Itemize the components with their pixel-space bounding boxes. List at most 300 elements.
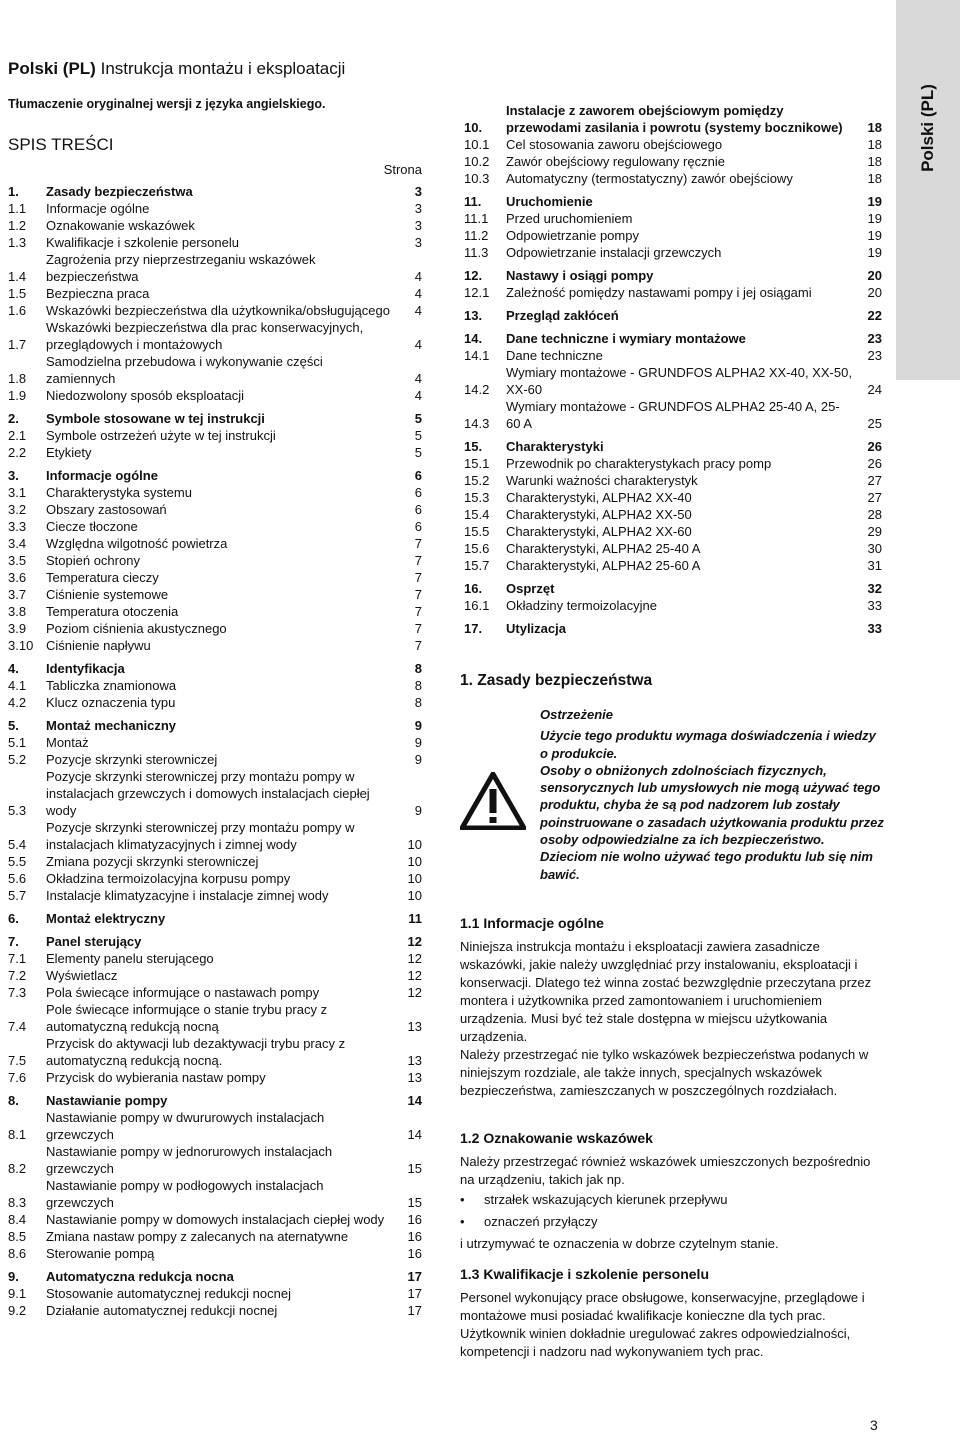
- toc-entry[interactable]: [464, 210, 882, 227]
- list-item-text: strzałek wskazujących kierunek przepływu: [484, 1192, 728, 1207]
- toc-entry[interactable]: [8, 694, 422, 711]
- toc-entry-page: 33: [867, 598, 882, 613]
- toc-entry-number: 8.2: [8, 1161, 27, 1176]
- toc-entry-number: 13.: [464, 308, 483, 323]
- toc-entry-page: 4: [414, 286, 422, 301]
- toc-entry-title: Automatyczny (termostatyczny) zawór obejściowy: [506, 171, 793, 186]
- toc-entry-title: Panel sterujący: [46, 934, 142, 949]
- toc-entry-number: 12.1: [464, 285, 490, 300]
- toc-entry-page: 6: [414, 485, 422, 500]
- toc-entry[interactable]: [464, 307, 882, 324]
- toc-entry-page: 16: [407, 1229, 422, 1244]
- toc-entry-page: 8: [414, 661, 422, 676]
- warning-line: Użycie tego produktu wymaga doświadczenia i wiedzy o produkcie.: [540, 728, 876, 761]
- toc-entry-title: Odpowietrzanie instalacji grzewczych: [506, 245, 722, 260]
- toc-entry-page: 25: [867, 416, 882, 431]
- toc-entry-title: Temperatura otoczenia: [46, 604, 179, 619]
- toc-entry-number: 1.2: [8, 218, 27, 233]
- toc-entry[interactable]: [464, 472, 882, 489]
- toc-entry[interactable]: [8, 200, 422, 217]
- toc-page-column-label: Strona: [383, 162, 422, 177]
- warning-line: Osoby o obniżonych zdolnościach fizycznych, sensorycznych lub umysłowych nie mogą używać tego produktu, chyba że są pod nadzorem lub zostały poinstruowane o zasadach użytkowania produktu przez osoby odpowiedzialne za ich bezpieczeństwo.: [540, 762, 884, 848]
- toc-entry-number: 16.1: [464, 598, 490, 613]
- toc-entry[interactable]: [8, 603, 422, 620]
- toc-entry-title: Dane techniczne: [506, 348, 603, 363]
- toc-entry[interactable]: [464, 438, 882, 455]
- toc-entry[interactable]: [464, 227, 882, 244]
- toc-entry-page: 29: [867, 524, 882, 539]
- toc-entry[interactable]: [8, 251, 422, 285]
- document-title-text: Instrukcja montażu i eksploatacji: [100, 59, 346, 78]
- toc-entry[interactable]: [8, 734, 422, 751]
- toc-entry[interactable]: [8, 518, 422, 535]
- toc-entry-page: 14: [407, 1093, 422, 1108]
- toc-entry[interactable]: [8, 302, 422, 319]
- toc-entry-page: 17: [407, 1303, 422, 1318]
- section-1-1-paragraph-1: Niniejsza instrukcja montażu i eksploatacji zawiera zasadnicze wskazówki, jakie należy uwzględniać przy instalowaniu, eksploatacji i konserwacji. Dlatego też winna zostać bezwzględnie przeczytana przez montera i użytkownika przed zamontowaniem i uruchomieniem urządzenia. Musi być też stale dostępna w miejscu użytkowania urządzenia.: [460, 939, 872, 1044]
- toc-entry-title: Informacje ogólne: [46, 468, 158, 483]
- toc-entry-title: Symbole stosowane w tej instrukcji: [46, 411, 265, 426]
- toc-entry[interactable]: [8, 768, 422, 819]
- toc-entry-title: Przycisk do aktywacji lub dezaktywacji trybu pracy z automatyczną redukcją nocną.: [46, 1036, 346, 1068]
- toc-entry-number: 7.6: [8, 1070, 27, 1085]
- toc-entry[interactable]: [8, 1177, 422, 1211]
- toc-entry-page: 3: [414, 235, 422, 250]
- toc-entry-page: 24: [867, 382, 882, 397]
- toc-entry-page: 7: [414, 604, 422, 619]
- toc-entry-number: 3.8: [8, 604, 27, 619]
- list-item: • strzałek wskazujących kierunek przepływu: [460, 1189, 884, 1211]
- toc-entry-page: 12: [407, 934, 422, 949]
- list-item-text: oznaczeń przyłączy: [484, 1214, 598, 1229]
- section-1-2-paragraph-2: i utrzymywać te oznaczenia w dobrze czytelnym stanie.: [460, 1236, 779, 1251]
- toc-entry-number: 7.1: [8, 951, 27, 966]
- toc-entry-number: 11.3: [464, 245, 489, 260]
- page-number: 3: [870, 1417, 878, 1433]
- toc-entry[interactable]: [8, 285, 422, 302]
- toc-entry-number: 3.7: [8, 587, 27, 602]
- toc-entry-title: Wymiary montażowe - GRUNDFOS ALPHA2 XX-40, XX-50, XX-60: [506, 365, 852, 397]
- toc-entry-page: 23: [867, 331, 882, 346]
- toc-entry[interactable]: [8, 967, 422, 984]
- toc-entry-number: 7.5: [8, 1053, 27, 1068]
- toc-entry-number: 8.5: [8, 1229, 27, 1244]
- toc-entry-number: 10.3: [464, 171, 490, 186]
- toc-entry-page: 7: [414, 570, 422, 585]
- toc-entry-number: 15.3: [464, 490, 490, 505]
- toc-entry-title: Montaż elektryczny: [46, 911, 166, 926]
- toc-entry[interactable]: [464, 170, 882, 187]
- toc-entry-title: Charakterystyki, ALPHA2 XX-60: [506, 524, 692, 539]
- toc-entry-title: Wskazówki bezpieczeństwa dla użytkownika/obsługującego: [46, 303, 390, 318]
- toc-entry-page: 10: [407, 837, 422, 852]
- toc-entry-number: 5.4: [8, 837, 27, 852]
- toc-entry-number: 1.3: [8, 235, 27, 250]
- toc-entry-title: Stosowanie automatycznej redukcji nocnej: [46, 1286, 291, 1301]
- toc-entry[interactable]: [8, 1143, 422, 1177]
- toc-entry-page: 30: [867, 541, 882, 556]
- toc-entry[interactable]: [8, 751, 422, 768]
- toc-entry[interactable]: [8, 410, 422, 427]
- toc-entry-number: 9.1: [8, 1286, 27, 1301]
- toc-entry-page: 17: [407, 1269, 422, 1284]
- toc-entry[interactable]: [464, 193, 882, 210]
- toc-entry-title: Tabliczka znamionowa: [46, 678, 177, 693]
- toc-entry-page: 19: [867, 194, 882, 209]
- toc-entry-title: Przed uruchomieniem: [506, 211, 633, 226]
- toc-entry-title: Ciśnienie napływu: [46, 638, 151, 653]
- warning-triangle-icon: [460, 772, 526, 830]
- toc-entry[interactable]: [8, 1268, 422, 1285]
- toc-entry-number: 15.6: [464, 541, 490, 556]
- toc-entry-title: Zawór obejściowy regulowany ręcznie: [506, 154, 725, 169]
- toc-entry-title: Instalacje z zaworem obejściowym pomiędzy przewodami zasilania i powrotu (systemy bocznikowe): [506, 103, 843, 135]
- toc-entry[interactable]: [464, 398, 882, 432]
- section-1-1-paragraph-2: Należy przestrzegać nie tylko wskazówek bezpieczeństwa podanych w niniejszym rozdziale, ale także innych, specjalnych wskazówek bezpieczeństwa, zamieszczanych w poszczególnych rozdziałach.: [460, 1047, 869, 1098]
- toc-entry-title: Nastawianie pompy w jednorurowych instalacjach grzewczych: [46, 1144, 333, 1176]
- toc-entry-title: Poziom ciśnienia akustycznego: [46, 621, 227, 636]
- toc-entry-page: 3: [414, 184, 422, 199]
- language-side-tab: [896, 0, 960, 380]
- toc-entry[interactable]: [8, 427, 422, 444]
- toc-entry-page: 3: [414, 201, 422, 216]
- toc-right-column: [464, 102, 882, 637]
- toc-entry-page: 7: [414, 621, 422, 636]
- toc-entry[interactable]: [8, 467, 422, 484]
- toc-entry-title: Osprzęt: [506, 581, 555, 596]
- toc-entry-number: 1.5: [8, 286, 27, 301]
- toc-entry-title: Charakterystyka systemu: [46, 485, 192, 500]
- toc-entry[interactable]: [8, 484, 422, 501]
- toc-entry-page: 14: [407, 1127, 422, 1142]
- toc-entry[interactable]: [464, 347, 882, 364]
- toc-entry-page: 13: [407, 1019, 422, 1034]
- toc-entry-title: Pozycje skrzynki sterowniczej przy montażu pompy w instalacjach klimatyzacyjnych i zimnej wody: [46, 820, 355, 852]
- toc-entry-page: 18: [867, 120, 882, 135]
- toc-entry-page: 17: [407, 1286, 422, 1301]
- toc-entry[interactable]: [464, 523, 882, 540]
- toc-entry-page: 11: [408, 911, 422, 926]
- toc-entry-number: 3.1: [8, 485, 27, 500]
- toc-entry-page: 8: [414, 678, 422, 693]
- section-1-3-paragraph-1: Personel wykonujący prace obsługowe, konserwacyjne, przeglądowe i montażowe musi posiadać kwalifikacje konieczne dla tych prac. Użytkownik winien dokładnie uregulować zakres odpowiedzialności, kompetencji i nadzoru nad wykonywaniem tych prac.: [460, 1290, 865, 1359]
- toc-entry-page: 9: [414, 718, 422, 733]
- toc-entry-page: 6: [414, 468, 422, 483]
- toc-entry[interactable]: [8, 1069, 422, 1086]
- toc-entry[interactable]: [8, 552, 422, 569]
- toc-entry-title: Oznakowanie wskazówek: [46, 218, 195, 233]
- toc-entry-page: 20: [867, 285, 882, 300]
- toc-entry-title: Stopień ochrony: [46, 553, 140, 568]
- toc-entry-number: 7.2: [8, 968, 27, 983]
- toc-entry-title: Okładzina termoizolacyjna korpusu pompy: [46, 871, 291, 886]
- toc-entry-title: Bezpieczna praca: [46, 286, 150, 301]
- toc-entry[interactable]: [8, 501, 422, 518]
- toc-entry[interactable]: [464, 136, 882, 153]
- toc-entry[interactable]: [8, 984, 422, 1001]
- toc-entry-title: Przycisk do wybierania nastaw pompy: [46, 1070, 266, 1085]
- toc-entry[interactable]: [464, 557, 882, 574]
- toc-entry-number: 14.: [464, 331, 483, 346]
- toc-entry[interactable]: [8, 887, 422, 904]
- toc-entry-page: 32: [867, 581, 882, 596]
- toc-entry-number: 1.6: [8, 303, 27, 318]
- toc-entry[interactable]: [8, 853, 422, 870]
- toc-entry[interactable]: [8, 586, 422, 603]
- toc-entry-page: 7: [414, 536, 422, 551]
- toc-entry-title: Uruchomienie: [506, 194, 593, 209]
- toc-entry-page: 6: [414, 519, 422, 534]
- toc-entry-title: Pozycje skrzynki sterowniczej: [46, 752, 218, 767]
- toc-entry[interactable]: [8, 387, 422, 404]
- toc-entry-number: 14.2: [464, 382, 490, 397]
- toc-entry-number: 11.2: [464, 228, 489, 243]
- toc-title: SPIS TREŚCI: [8, 135, 114, 154]
- toc-entry-title: Nastawianie pompy: [46, 1093, 168, 1108]
- section-1-2-bullets: [460, 1189, 884, 1233]
- toc-entry-title: Klucz oznaczenia typu: [46, 695, 176, 710]
- toc-entry[interactable]: [464, 267, 882, 284]
- toc-entry[interactable]: [8, 933, 422, 950]
- toc-entry-page: 6: [414, 502, 422, 517]
- toc-entry[interactable]: [8, 637, 422, 654]
- toc-entry[interactable]: [8, 444, 422, 461]
- toc-entry-page: 27: [867, 490, 882, 505]
- toc-entry-page: 16: [407, 1212, 422, 1227]
- toc-entry-number: 3.2: [8, 502, 27, 517]
- toc-entry[interactable]: [8, 1001, 422, 1035]
- toc-entry-title: Etykiety: [46, 445, 92, 460]
- toc-entry-number: 8.: [8, 1093, 19, 1108]
- toc-entry-title: Względna wilgotność powietrza: [46, 536, 228, 551]
- toc-entry-title: Kwalifikacje i szkolenie personelu: [46, 235, 239, 250]
- toc-entry-page: 4: [414, 337, 422, 352]
- warning-title: Ostrzeżenie: [540, 707, 613, 722]
- toc-entry-page: 5: [414, 411, 422, 426]
- warning-text: [540, 706, 884, 883]
- toc-entry[interactable]: [464, 284, 882, 301]
- toc-entry[interactable]: [8, 870, 422, 887]
- toc-entry[interactable]: [8, 1211, 422, 1228]
- toc-entry[interactable]: [464, 489, 882, 506]
- toc-entry-page: 15: [407, 1195, 422, 1210]
- section-1-3-heading: 1.3 Kwalifikacje i szkolenie personelu: [460, 1266, 709, 1282]
- toc-entry-title: Przegląd zakłóceń: [506, 308, 619, 323]
- toc-entry-number: 15.5: [464, 524, 490, 539]
- toc-entry-number: 1.8: [8, 371, 27, 386]
- toc-entry[interactable]: [464, 330, 882, 347]
- toc-entry-page: 33: [867, 621, 882, 636]
- toc-entry-number: 1.1: [8, 201, 27, 216]
- toc-entry-title: Odpowietrzanie pompy: [506, 228, 639, 243]
- toc-entry-page: 18: [867, 137, 882, 152]
- toc-entry-page: 26: [867, 456, 882, 471]
- toc-entry-title: Wyświetlacz: [46, 968, 118, 983]
- toc-entry-title: Wskazówki bezpieczeństwa dla prac konserwacyjnych, przeglądowych i montażowych: [46, 320, 364, 352]
- toc-entry-title: Informacje ogólne: [46, 201, 150, 216]
- toc-entry-number: 10.2: [464, 154, 490, 169]
- toc-entry-number: 4.: [8, 661, 19, 676]
- translation-note: Tłumaczenie oryginalnej wersji z języka angielskiego.: [8, 97, 326, 111]
- toc-entry[interactable]: [8, 620, 422, 637]
- toc-entry-number: 7.4: [8, 1019, 27, 1034]
- toc-entry-title: Instalacje klimatyzacyjne i instalacje zimnej wody: [46, 888, 329, 903]
- toc-entry-number: 1.9: [8, 388, 27, 403]
- toc-entry-number: 9.: [8, 1269, 19, 1284]
- toc-entry-title: Cel stosowania zaworu obejściowego: [506, 137, 723, 152]
- toc-entry-title: Niedozwolony sposób eksploatacji: [46, 388, 245, 403]
- toc-entry-number: 3.4: [8, 536, 27, 551]
- toc-entry-title: Ciecze tłoczone: [46, 519, 138, 534]
- toc-entry-page: 13: [407, 1053, 422, 1068]
- toc-entry-number: 15.4: [464, 507, 490, 522]
- section-1-2-heading: 1.2 Oznakowanie wskazówek: [460, 1130, 653, 1146]
- section-1-heading: 1. Zasady bezpieczeństwa: [460, 672, 653, 689]
- toc-entry[interactable]: [464, 597, 882, 614]
- toc-entry[interactable]: [464, 540, 882, 557]
- toc-entry[interactable]: [8, 1285, 422, 1302]
- toc-entry[interactable]: [8, 950, 422, 967]
- toc-left-column: [8, 183, 422, 1319]
- toc-entry[interactable]: [8, 319, 422, 353]
- toc-entry-number: 4.2: [8, 695, 27, 710]
- toc-entry-number: 3.: [8, 468, 19, 483]
- warning-box: [460, 706, 884, 906]
- toc-entry-page: 3: [414, 218, 422, 233]
- toc-entry-page: 4: [414, 371, 422, 386]
- toc-entry-number: 1.7: [8, 337, 27, 352]
- toc-entry[interactable]: [8, 234, 422, 251]
- toc-entry[interactable]: [464, 364, 882, 398]
- toc-entry[interactable]: [8, 1092, 422, 1109]
- toc-entry-page: 12: [407, 951, 422, 966]
- toc-entry-number: 5.2: [8, 752, 27, 767]
- toc-entry-title: Pola świecące informujące o nastawach pompy: [46, 985, 320, 1000]
- language-side-tab-label: Polski (PL): [918, 84, 937, 172]
- toc-entry-number: 7.: [8, 934, 19, 949]
- toc-entry-number: 5.5: [8, 854, 27, 869]
- toc-entry-page: 12: [407, 985, 422, 1000]
- toc-entry-title: Temperatura cieczy: [46, 570, 159, 585]
- toc-entry-number: 8.4: [8, 1212, 27, 1227]
- toc-entry-number: 8.1: [8, 1127, 27, 1142]
- toc-entry-title: Identyfikacja: [46, 661, 125, 676]
- toc-entry-page: 5: [414, 428, 422, 443]
- toc-entry[interactable]: [8, 217, 422, 234]
- section-1-1-heading: 1.1 Informacje ogólne: [460, 915, 604, 931]
- toc-entry[interactable]: [8, 660, 422, 677]
- toc-entry-title: Zasady bezpieczeństwa: [46, 184, 193, 199]
- toc-entry-page: 22: [867, 308, 882, 323]
- toc-entry-page: 27: [867, 473, 882, 488]
- toc-entry-title: Charakterystyki, ALPHA2 25-60 A: [506, 558, 701, 573]
- toc-entry[interactable]: [8, 353, 422, 387]
- toc-entry[interactable]: [8, 1302, 422, 1319]
- toc-entry-number: 17.: [464, 621, 483, 636]
- toc-entry-number: 4.1: [8, 678, 27, 693]
- toc-entry[interactable]: [464, 455, 882, 472]
- toc-entry-number: 15.2: [464, 473, 490, 488]
- toc-entry[interactable]: [8, 677, 422, 694]
- toc-entry-title: Montaż mechaniczny: [46, 718, 177, 733]
- toc-entry-title: Zmiana pozycji skrzynki sterowniczej: [46, 854, 259, 869]
- toc-entry[interactable]: [8, 910, 422, 927]
- toc-entry-page: 7: [414, 553, 422, 568]
- toc-entry-page: 19: [867, 228, 882, 243]
- toc-entry-title: Pozycje skrzynki sterowniczej przy montażu pompy w instalacjach grzewczych i domowych instalacjach ciepłej wody: [46, 769, 370, 818]
- toc-entry[interactable]: [464, 506, 882, 523]
- toc-entry-number: 7.3: [8, 985, 27, 1000]
- toc-entry-page: 13: [407, 1070, 422, 1085]
- toc-entry-number: 8.3: [8, 1195, 27, 1210]
- toc-entry-page: 7: [414, 638, 422, 653]
- toc-entry[interactable]: [8, 569, 422, 586]
- toc-entry[interactable]: [8, 535, 422, 552]
- toc-entry-title: Zmiana nastaw pompy z zalecanych na aternatywne: [46, 1229, 349, 1244]
- toc-entry-title: Nastawianie pompy w domowych instalacjach ciepłej wody: [46, 1212, 385, 1227]
- toc-entry-number: 5.1: [8, 735, 27, 750]
- toc-entry-title: Zależność pomiędzy nastawami pompy i jej osiągami: [506, 285, 812, 300]
- toc-entry-page: 31: [867, 558, 882, 573]
- toc-entry-title: Wymiary montażowe - GRUNDFOS ALPHA2 25-40 A, 25-60 A: [506, 399, 840, 431]
- toc-entry-page: 4: [414, 388, 422, 403]
- toc-entry-page: 15: [407, 1161, 422, 1176]
- toc-entry[interactable]: [8, 183, 422, 200]
- toc-entry-number: 6.: [8, 911, 19, 926]
- toc-entry-number: 5.: [8, 718, 19, 733]
- toc-entry[interactable]: [464, 153, 882, 170]
- toc-entry[interactable]: [8, 717, 422, 734]
- toc-entry-number: 3.9: [8, 621, 27, 636]
- toc-entry[interactable]: [464, 244, 882, 261]
- toc-entry[interactable]: [8, 1228, 422, 1245]
- toc-entry-number: 15.1: [464, 456, 490, 471]
- toc-entry-number: 5.6: [8, 871, 27, 886]
- toc-entry-title: Sterowanie pompą: [46, 1246, 155, 1261]
- toc-entry-title: Charakterystyki: [506, 439, 604, 454]
- toc-entry-number: 9.2: [8, 1303, 27, 1318]
- toc-entry-title: Charakterystyki, ALPHA2 XX-40: [506, 490, 692, 505]
- toc-entry[interactable]: [8, 1109, 422, 1143]
- toc-entry-title: Warunki ważności charakterystyk: [506, 473, 698, 488]
- toc-entry-title: Samodzielna przebudowa i wykonywanie części zamiennych: [46, 354, 323, 386]
- toc-entry[interactable]: [8, 1035, 422, 1069]
- toc-entry-number: 14.1: [464, 348, 490, 363]
- toc-entry-page: 19: [867, 211, 882, 226]
- toc-entry-page: 18: [867, 171, 882, 186]
- toc-entry[interactable]: [464, 102, 882, 136]
- section-1-2-paragraph-1: Należy przestrzegać również wskazówek umieszczonych bezpośrednio na urządzeniu, takich jak np.: [460, 1154, 871, 1187]
- toc-entry[interactable]: [464, 620, 882, 637]
- toc-entry-number: 5.3: [8, 803, 27, 818]
- toc-entry-number: 5.7: [8, 888, 27, 903]
- toc-entry-title: Dane techniczne i wymiary montażowe: [506, 331, 746, 346]
- toc-entry-page: 5: [414, 445, 422, 460]
- toc-entry-page: 10: [407, 888, 422, 903]
- toc-entry-title: Montaż: [46, 735, 89, 750]
- toc-entry-number: 15.: [464, 439, 483, 454]
- toc-entry[interactable]: [8, 1245, 422, 1262]
- toc-entry-page: 10: [407, 854, 422, 869]
- toc-entry-page: 16: [407, 1246, 422, 1261]
- toc-entry-number: 11.: [464, 194, 482, 209]
- toc-entry-title: Automatyczna redukcja nocna: [46, 1269, 234, 1284]
- toc-entry[interactable]: [464, 580, 882, 597]
- toc-entry-page: 9: [414, 752, 422, 767]
- toc-entry[interactable]: [8, 819, 422, 853]
- toc-entry-page: 4: [414, 269, 422, 284]
- toc-entry-title: Przewodnik po charakterystykach pracy pomp: [506, 456, 772, 471]
